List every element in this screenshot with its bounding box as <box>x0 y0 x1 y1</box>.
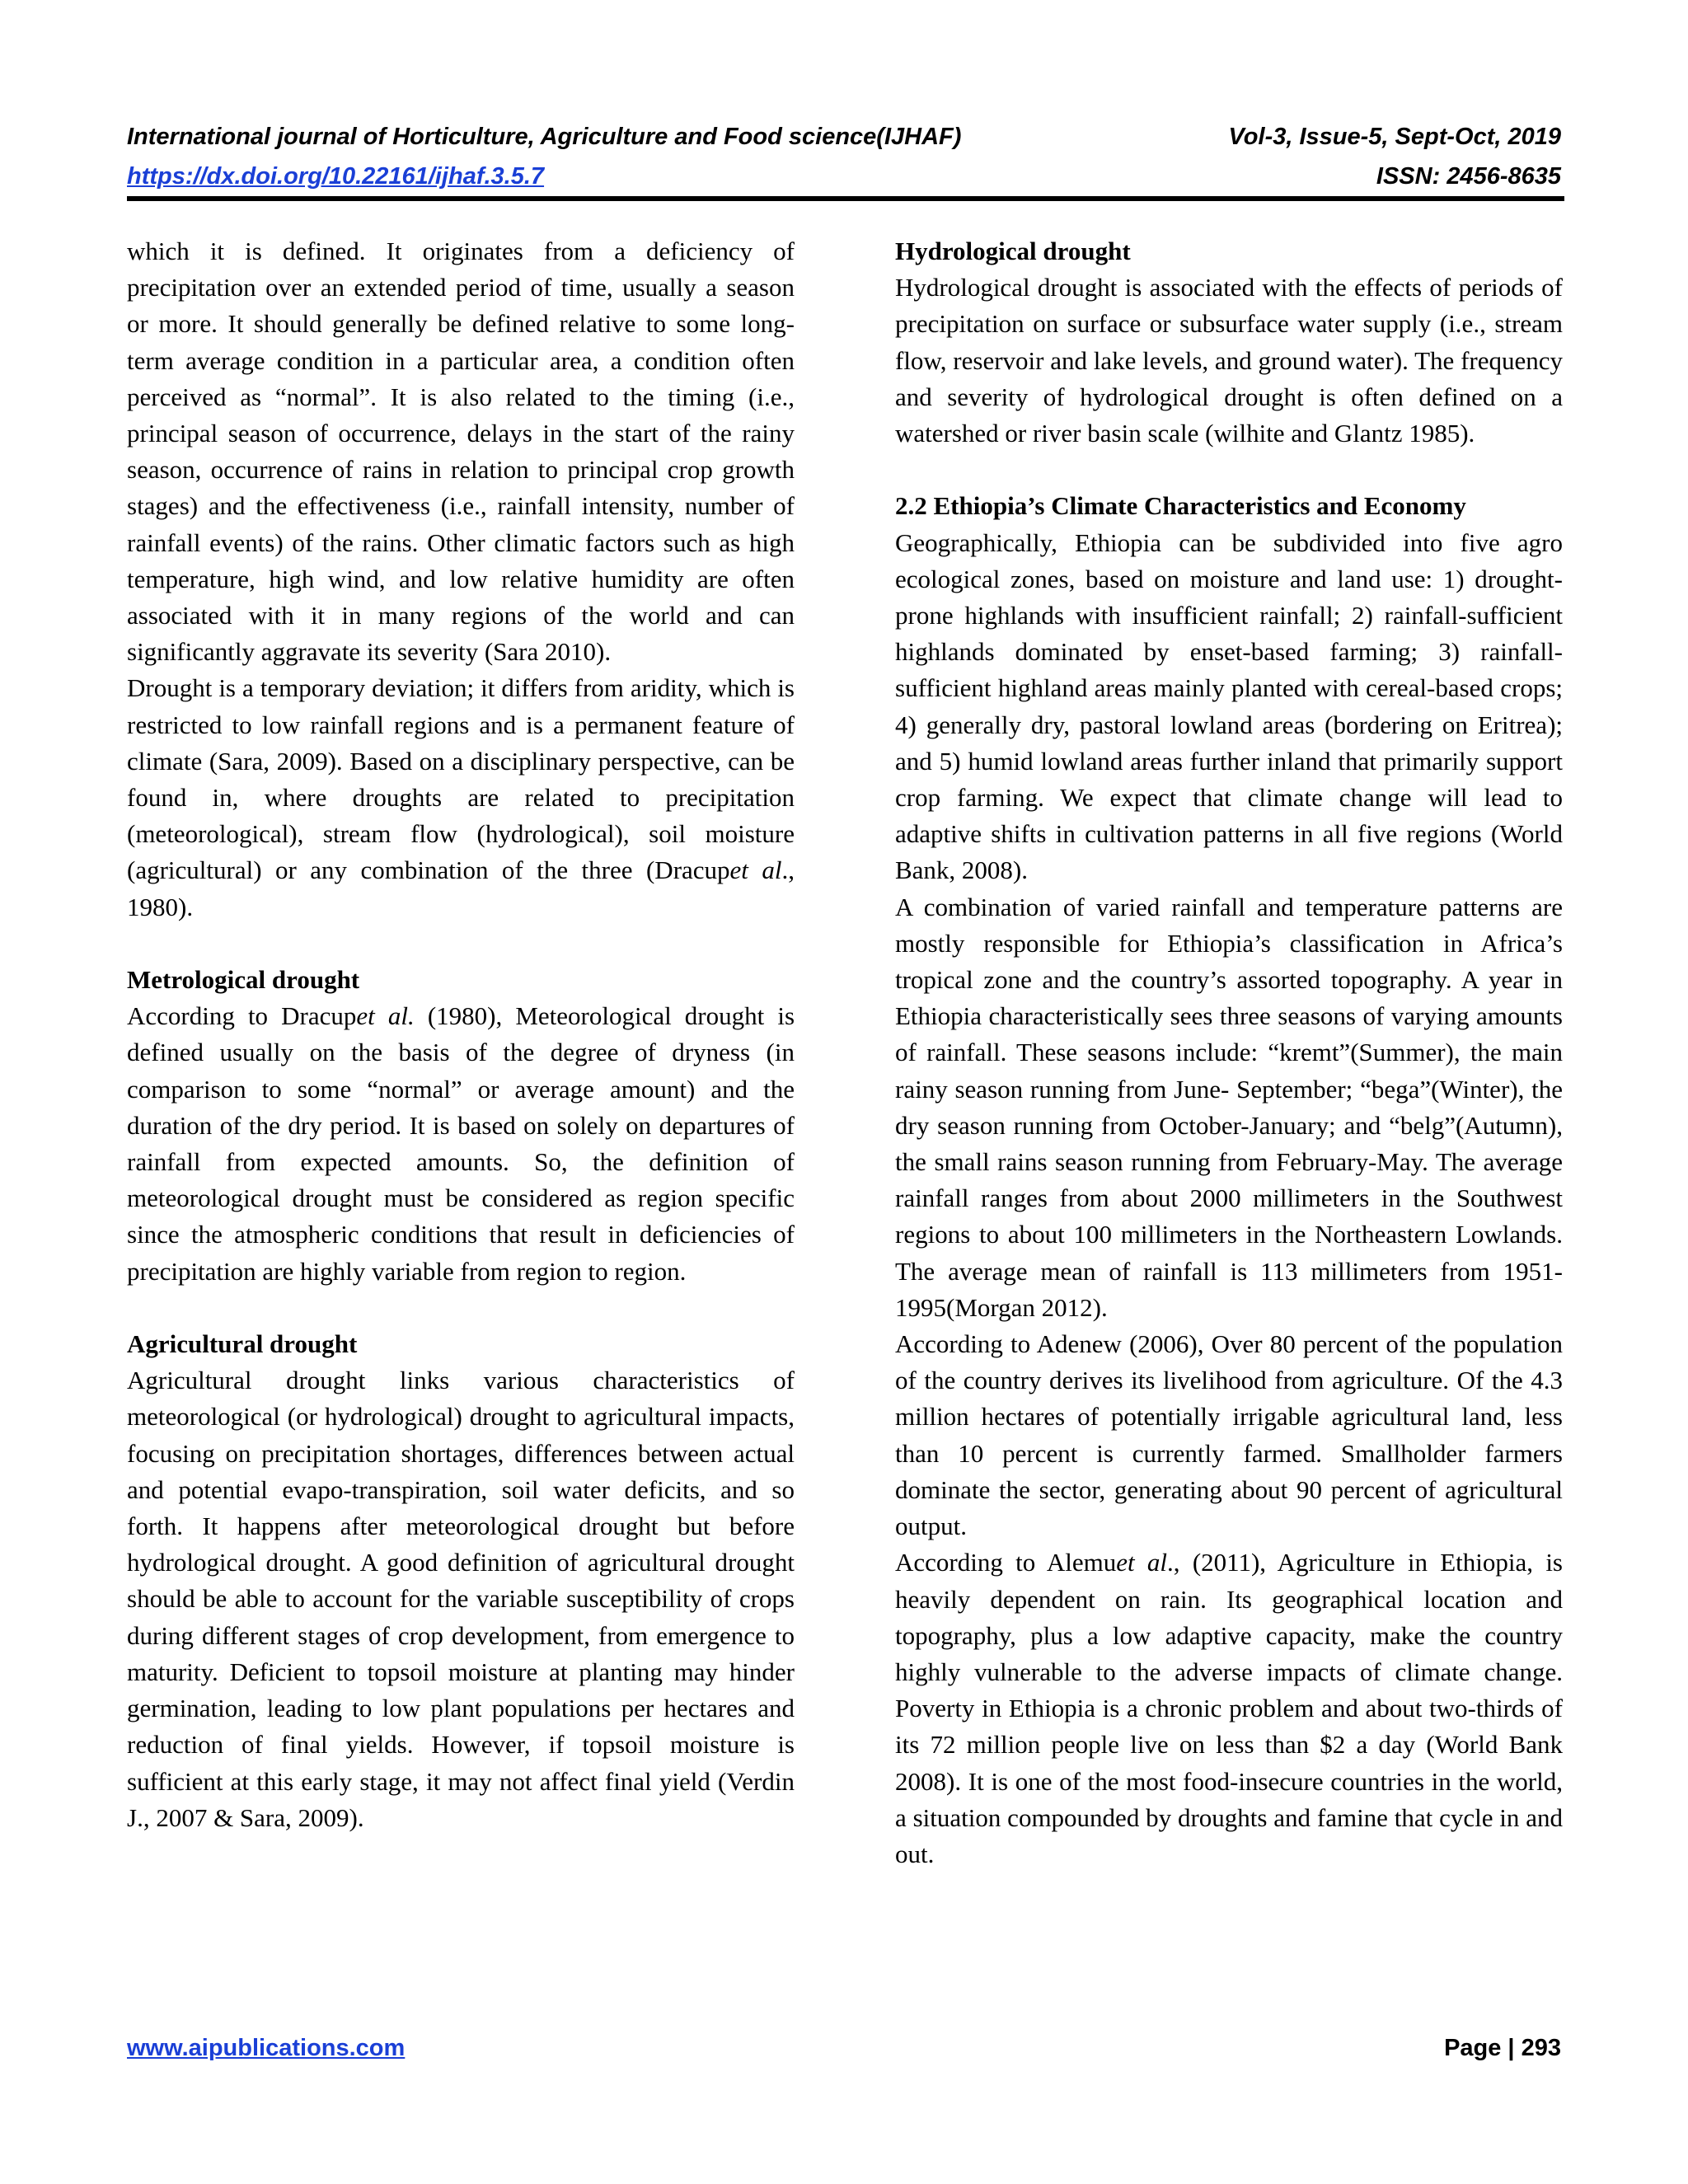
paragraph: According to Adenew (2006), Over 80 percent of the population of the country derives its livelihood from agriculture. Of the 4.3 million hectares of potentially irrigable agricultural land, less than 10 percent is currently farmed. Smallholder farmers dominate the sector, generating about 90 percent of agricultural output. <box>895 1329 1563 1541</box>
section-heading-ethiopia-climate: 2.2 Ethiopia’s Climate Characteristics and Economy <box>895 491 1466 521</box>
doi-link[interactable]: https://dx.doi.org/10.22161/ijhaf.3.5.7 <box>127 163 545 190</box>
paragraph: Agricultural drought links various characteristics of meteorological (or hydrological) drought to agricultural impacts, focusing on precipitation shortages, differences between actual and potential evapo-transpiration, soil water deficits, and so forth. It happens after meteorological drought but before hydrological drought. A good definition of agricultural drought should be able to account for the variable susceptibility of crops during different stages of crop development, from emergence to maturity. Deficient to topsoil moisture at planting may hinder germination, leading to low plant populations per hectares and reduction of final yields. However, if topsoil moisture is sufficient at this early stage, it may not affect final yield (Verdin J., 2007 & Sara, 2009). <box>127 1366 795 1832</box>
left-column <box>127 233 795 1836</box>
right-column <box>895 233 1563 1872</box>
paragraph: A combination of varied rainfall and temperature patterns are mostly responsible for Ethiopia’s classification in Africa’s tropical zone and the country’s assorted topography. A year in Ethiopia characteristically sees three seasons of varying amounts of rainfall. These seasons include: “kremt”(Summer), the main rainy season running from June- September; “bega”(Winter), the dry season running from October-January; and “belg”(Autumn), the small rains season running from February-May. The average rainfall ranges from about 2000 millimeters in the Southwest regions to about 100 millimeters in the Northeastern Lowlands. The average mean of rainfall is 113 millimeters from 1951-1995(Morgan 2012). <box>895 892 1563 1322</box>
header-row-2 <box>127 157 1561 196</box>
volume-info: Vol-3, Issue-5, Sept-Oct, 2019 <box>1228 124 1561 150</box>
paragraph: which it is defined. It originates from a deficiency of precipitation over an extended period of time, usually a season or more. It should generally be defined relative to some long-term average condition in a particular area, a condition often perceived as “normal”. It is also related to the timing (i.e., principal season of occurrence, delays in the start of the rainy season, occurrence of rains in relation to principal crop growth stages) and the effectiveness (i.e., rainfall intensity, number of rainfall events) of the rains. Other climatic factors such as high temperature, high wind, and low relative humidity are often associated with it in many regions of the world and can significantly aggravate its severity (Sara 2010). <box>127 237 795 667</box>
header-row-1 <box>127 117 1561 157</box>
page-footer <box>127 2032 1561 2064</box>
paragraph: According to Alemuet al., (2011), Agriculture in Ethiopia, is heavily dependent on rain. Its geographical location and topography, plus a low adaptive capacity, make the country highly vulnerable to the adverse impacts of climate change. Poverty in Ethiopia is a chronic problem and about two-thirds of its 72 million people live on less than $2 a day (World Bank 2008). It is one of the most food-insecure countries in the world, a situation compounded by droughts and famine that cycle in and out. <box>895 1548 1563 1868</box>
section-heading-hydrological: Hydrological drought <box>895 237 1131 265</box>
page-header <box>127 117 1561 196</box>
journal-title: International journal of Horticulture, Agriculture and Food science(IJHAF) <box>127 124 962 150</box>
paragraph: Hydrological drought is associated with the effects of periods of precipitation on surface or subsurface water supply (i.e., stream flow, reservoir and lake levels, and ground water). The frequency and severity of hydrological drought is often defined on a watershed or river basin scale (wilhite and Glantz 1985). <box>895 273 1563 448</box>
page-number: Page | 293 <box>1444 2035 1561 2061</box>
issn: ISSN: 2456-8635 <box>1376 163 1561 190</box>
paragraph: According to Dracupet al. (1980), Meteorological drought is defined usually on the basis of the degree of dryness (in comparison to some “normal” or average amount) and the duration of the dry period. It is based on solely on departures of rainfall from expected amounts. So, the definition of meteorological drought must be considered as region specific since the atmospheric conditions that result in deficiencies of precipitation are highly variable from region to region. <box>127 1001 795 1286</box>
section-heading-metrological: Metrological drought <box>127 965 360 995</box>
paragraph: Drought is a temporary deviation; it differs from aridity, which is restricted to low rainfall regions and is a permanent feature of climate (Sara, 2009). Based on a disciplinary perspective, can be found in, where droughts are related to precipitation (meteorological), stream flow (hydrological), soil moisture (agricultural) or any combination of the three (Dracupet al., 1980). <box>127 673 795 921</box>
publisher-link[interactable]: www.aipublications.com <box>127 2035 406 2061</box>
header-rule <box>127 196 1564 201</box>
section-heading-agricultural: Agricultural drought <box>127 1329 358 1359</box>
paragraph: Geographically, Ethiopia can be subdivided into five agro ecological zones, based on moisture and land use: 1) drought-prone highlands with insufficient rainfall; 2) rainfall-sufficient highlands dominated by enset-based farming; 3) rainfall-sufficient highland areas mainly planted with cereal-based crops; 4) generally dry, pastoral lowland areas (bordering on Eritrea); and 5) humid lowland areas further inland that primarily support crop farming. We expect that climate change will lead to adaptive shifts in cultivation patterns in all five regions (World Bank, 2008). <box>895 527 1563 885</box>
